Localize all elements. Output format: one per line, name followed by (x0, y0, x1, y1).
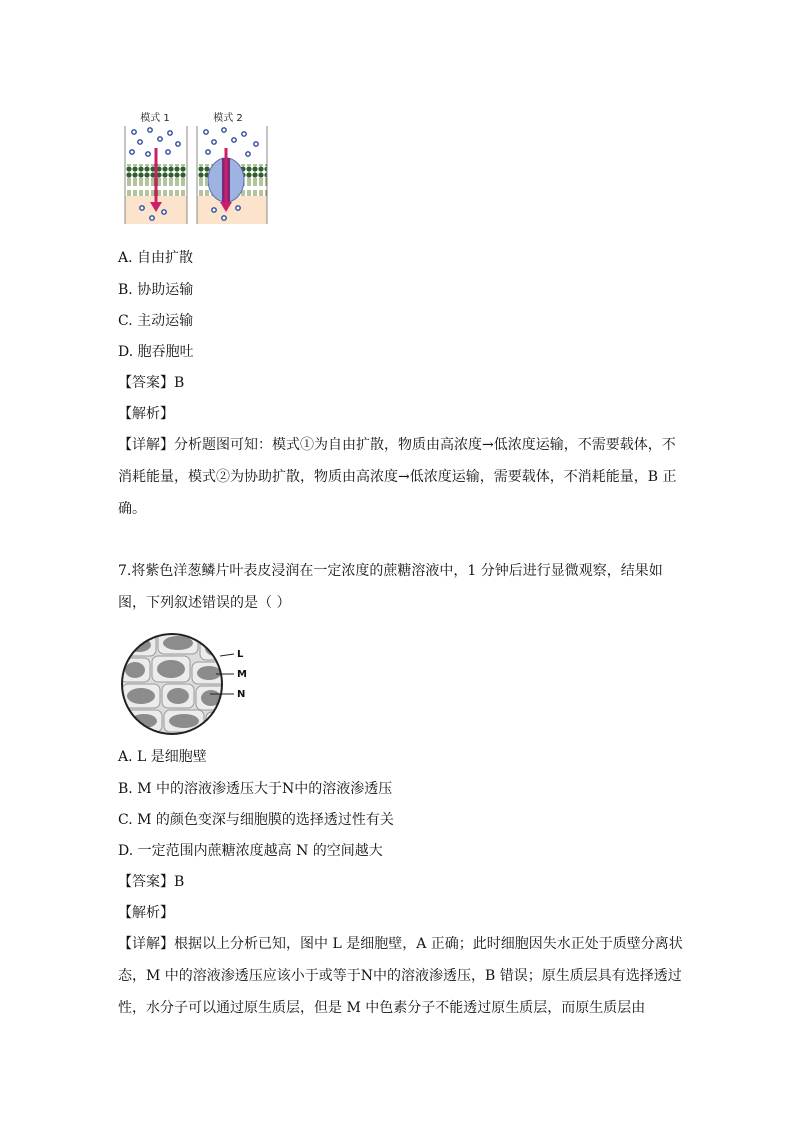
q6-option-d: D. 胞吞胞吐 (118, 344, 194, 360)
label-l: L (237, 649, 244, 660)
q6-option-a: A. 自由扩散 (118, 250, 194, 266)
q6-option-b: B. 协助运输 (118, 282, 194, 298)
q7-detail: 【详解】根据以上分析已知，图中 L 是细胞壁，A 正确；此时细胞因失水正处于质壁分离状态，M 中的溶液渗透压应该小于或等于N中的溶液渗透压，B 错误；原生质层具有选择透过性，水分子可以通过原生质层，但是 M 中色素分子不能透过原生质层，而原生质层由 (118, 936, 683, 1016)
mode1-label: 模式 1 (140, 113, 170, 124)
microscope-view-figure (120, 626, 260, 752)
label-m: M (237, 669, 247, 680)
label-n: N (237, 689, 246, 700)
q7-option-a: A. L 是细胞壁 (118, 749, 207, 765)
q6-analysis-heading: 【解析】 (118, 406, 174, 422)
q7-option-c: C. M 的颜色变深与细胞膜的选择透过性有关 (118, 812, 394, 828)
mode2-label: 模式 2 (213, 113, 243, 124)
q7-option-d: D. 一定范围内蔗糖浓度越高 N 的空间越大 (118, 843, 383, 859)
mode2-panel (197, 126, 267, 224)
q7-answer: 【答案】B (118, 874, 185, 890)
mode1-panel (125, 126, 187, 224)
q7-analysis-heading: 【解析】 (118, 905, 174, 921)
q7-option-b: B. M 中的溶液渗透压大于N中的溶液渗透压 (118, 781, 393, 797)
q7-stem: 7.将紫色洋葱鳞片叶表皮浸润在一定浓度的蔗糖溶液中，1 分钟后进行显微观察，结果如图，下列叙述错误的是（ ） (118, 563, 663, 611)
q6-detail: 【详解】分析题图可知：模式①为自由扩散，物质由高浓度→低浓度运输，不需要载体，不消耗能量，模式②为协助扩散，物质由高浓度→低浓度运输，需要载体，不消耗能量，B 正确。 (118, 437, 677, 517)
q6-answer: 【答案】B (118, 375, 185, 391)
q6-option-c: C. 主动运输 (118, 313, 194, 329)
transport-mode-figure (120, 108, 276, 230)
